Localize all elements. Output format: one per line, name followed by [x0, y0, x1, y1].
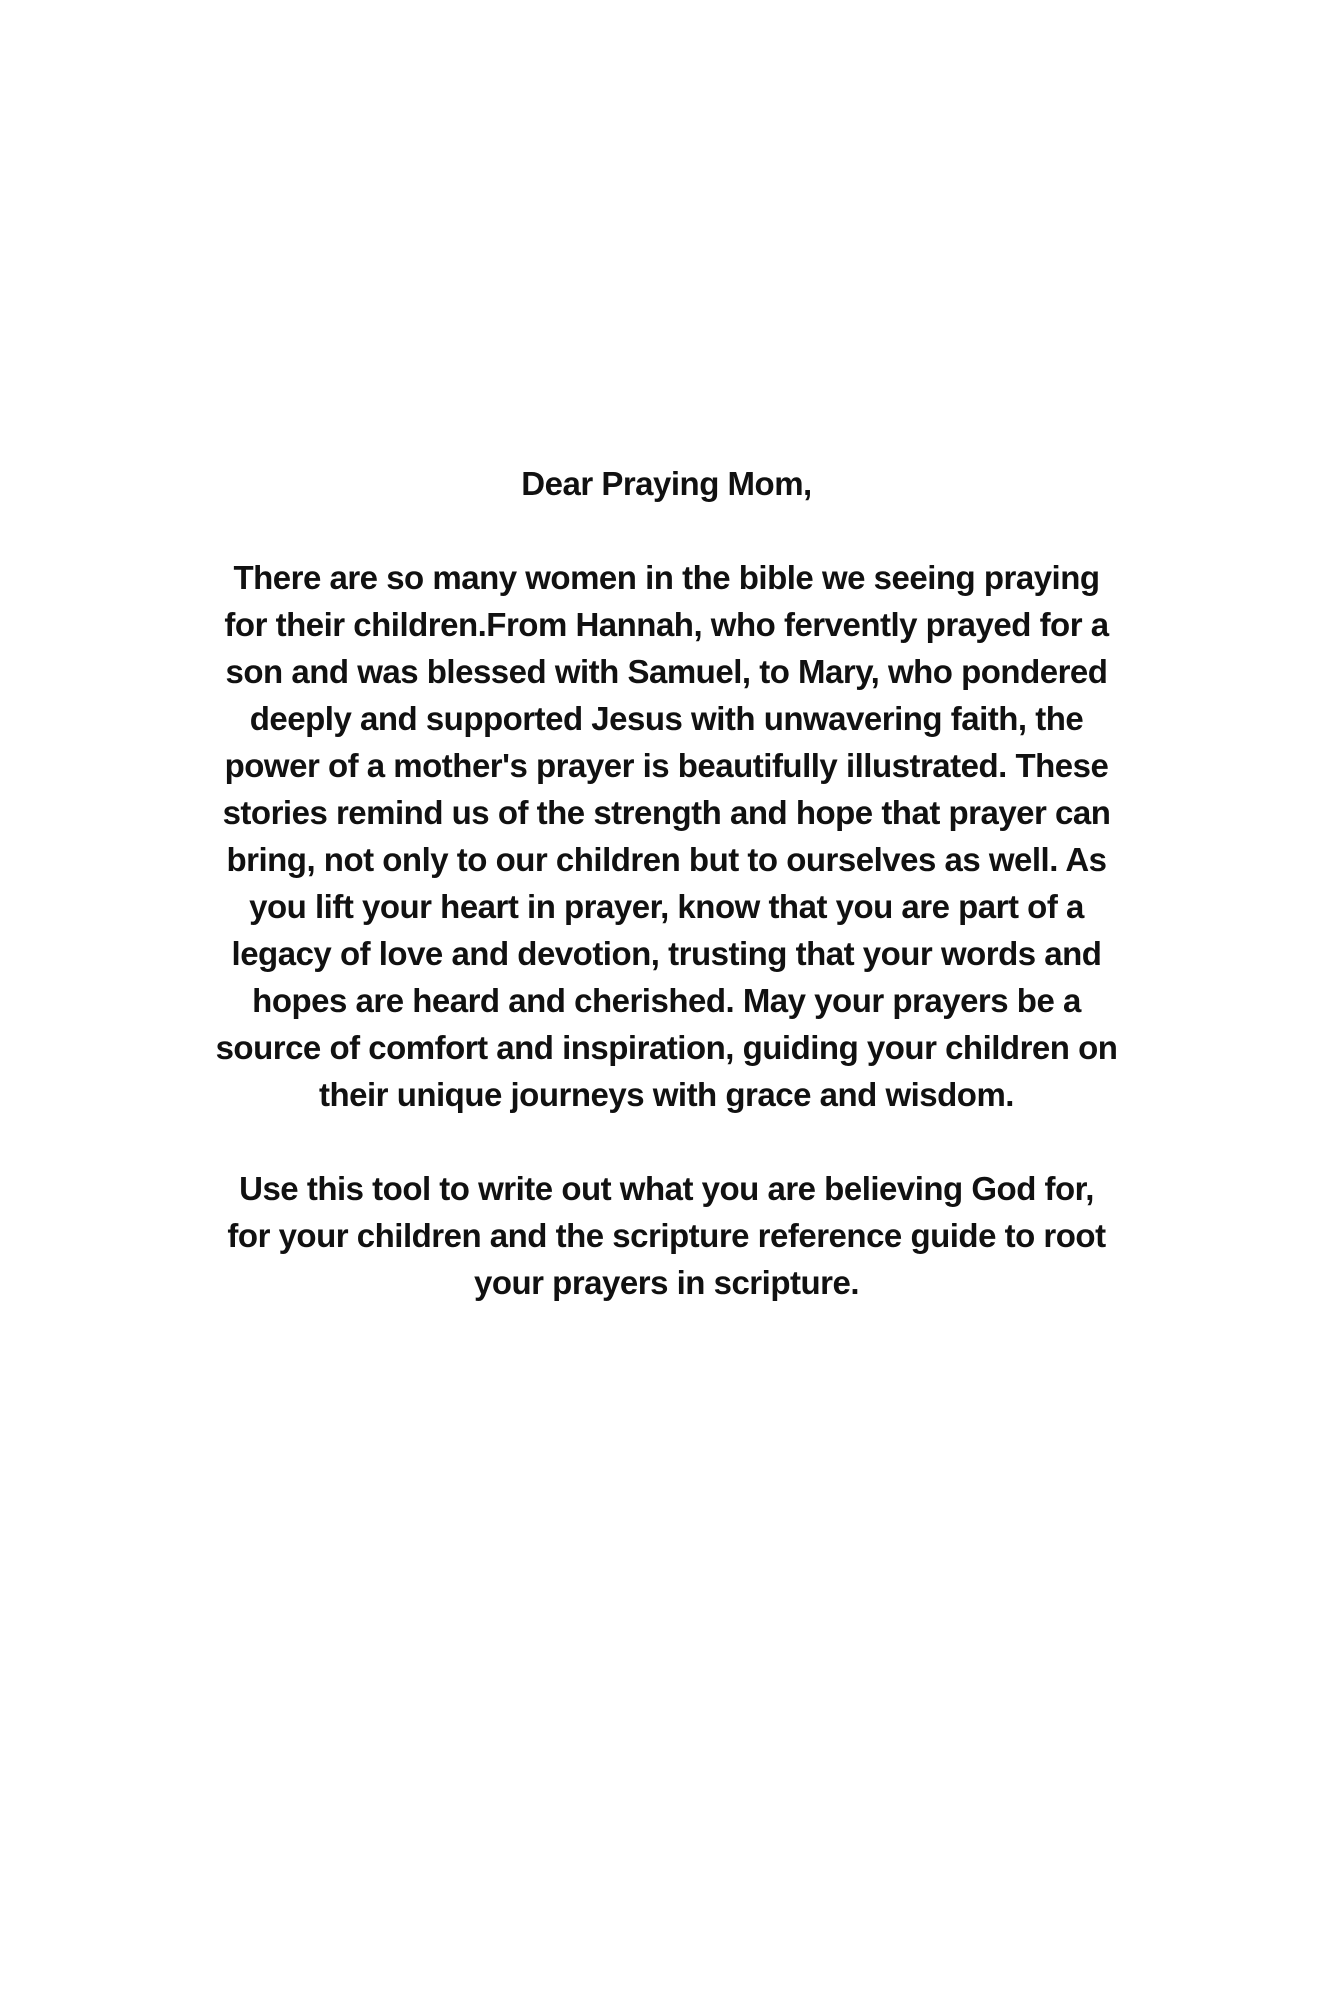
paragraph1-line: There are so many women in the bible we seeing praying — [233, 559, 1100, 596]
letter-salutation: Dear Praying Mom, — [521, 465, 812, 502]
letter-paragraph-1 — [0, 554, 1333, 1118]
paragraph1-line: hopes are heard and cherished. May your prayers be a — [252, 982, 1081, 1019]
paragraph1-line: their unique journeys with grace and wisdom. — [319, 1076, 1014, 1113]
paragraph1-line: you lift your heart in prayer, know that you are part of a — [249, 888, 1084, 925]
paragraph1-line: legacy of love and devotion, trusting that your words and — [231, 935, 1102, 972]
paragraph1-line: deeply and supported Jesus with unwavering faith, the — [249, 700, 1084, 737]
paragraph1-line: power of a mother's prayer is beautifully illustrated. These — [224, 747, 1109, 784]
paragraph1-line: for their children.From Hannah, who fervently prayed for a — [224, 606, 1109, 643]
paragraph1-line: source of comfort and inspiration, guiding your children on — [215, 1029, 1118, 1066]
letter-paragraph-2 — [0, 1165, 1333, 1306]
paragraph2-line: Use this tool to write out what you are believing God for, — [239, 1170, 1094, 1207]
paragraph1-line: son and was blessed with Samuel, to Mary, who pondered — [225, 653, 1108, 690]
paragraph1-line: bring, not only to our children but to ourselves as well. As — [226, 841, 1107, 878]
paragraph1-line: stories remind us of the strength and hope that prayer can — [222, 794, 1111, 831]
paragraph2-line: for your children and the scripture reference guide to root — [227, 1217, 1106, 1254]
paragraph2-line: your prayers in scripture. — [474, 1264, 859, 1301]
